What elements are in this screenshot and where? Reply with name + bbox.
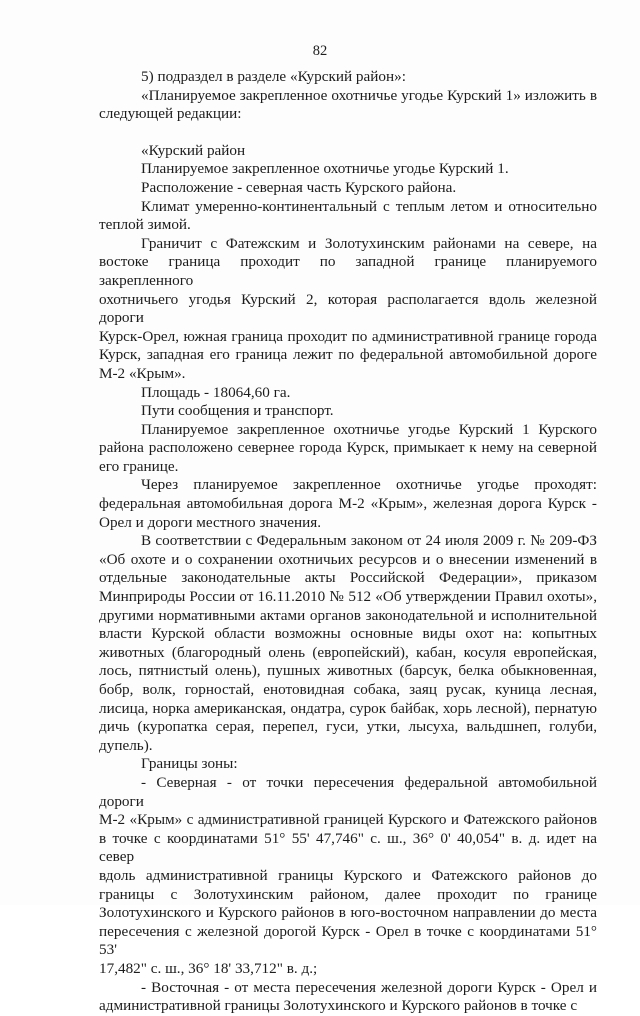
paragraph	[99, 532, 597, 755]
paragraph	[99, 160, 597, 179]
text-line: Планируемое закрепленное охотничье угодье Курский 1.	[141, 160, 509, 178]
text-line: «Курский район	[141, 141, 246, 159]
text-line: животных (благородный олень (европейский), кабан, косуля европейская,	[99, 643, 597, 661]
text-line: М-2 «Крым» с административной границей Курского и Фатежского районов	[99, 811, 597, 829]
text-line: Курск, западная его граница лежит по федеральной автомобильной дороге	[99, 346, 597, 364]
text-line: Курск-Орел, южная граница проходит по административной границе города	[99, 327, 597, 345]
text-line: - Северная - от точки пересечения федеральной автомобильной дороги	[99, 773, 597, 810]
text-line: Орел и дороги местного значения.	[99, 513, 322, 531]
text-line: в точке с координатами 51° 55' 47,746" с. ш., 36° 0' 40,054" в. д. идет на север	[99, 829, 597, 866]
paragraph	[99, 198, 597, 235]
text-line: Пути сообщения и транспорт.	[141, 402, 334, 420]
text-line: 17,482" с. ш., 36° 18' 33,712" в. д.;	[99, 959, 318, 977]
text-line: пересечения с железной дорогой Курск - Орел в точке с координатами 51° 53'	[99, 922, 597, 959]
paragraph	[99, 421, 597, 477]
text-line: Планируемое закрепленное охотничье угодье Курский 1 Курского	[141, 420, 597, 438]
text-line: федеральная автомобильная дорога М-2 «Крым», железная дорога Курск -	[99, 495, 597, 513]
paragraph	[99, 235, 597, 384]
text-line: «Планируемое закрепленное охотничье угодье Курский 1» изложить в	[141, 86, 597, 104]
text-line: района расположено севернее города Курск, примыкает к нему на северной	[99, 439, 597, 457]
text-line: следующей редакции:	[99, 105, 242, 123]
text-line: вдоль административной границы Курского и Фатежского районов до	[99, 866, 597, 884]
paragraph	[99, 179, 597, 198]
paragraph	[99, 476, 597, 532]
text-line: дичь (куропатка серая, перепел, гуси, утки, лысуха, вальдшнеп, голуби,	[99, 718, 597, 736]
paragraph	[99, 402, 597, 421]
text-line: лось, пятнистый олень), пушных животных (барсук, белка обыкновенная,	[99, 662, 597, 680]
text-line: его границе.	[99, 457, 179, 475]
text-line: отдельные законодательные акты Российской Федерации», приказом	[99, 569, 597, 587]
text-line: В соответствии с Федеральным законом от 24 июля 2009 г. № 209-ФЗ	[141, 532, 597, 550]
text-line: лисица, норка американская, ондатра, сурок байбак, хорь лесной), пернатую	[99, 699, 597, 717]
text-line: бобр, волк, горностай, енотовидная собака, заяц русак, куница лесная,	[99, 681, 597, 698]
text-line: границы с Золотухинским районом, далее проходит по границе	[99, 885, 597, 903]
paragraph	[99, 979, 597, 1016]
page-number: 82	[312, 43, 328, 59]
paragraph-gap	[99, 124, 597, 142]
text-line: Граничит с Фатежским и Золотухинским районами на севере, на	[141, 234, 597, 252]
text-line: востоке граница проходит по западной границе планируемого закрепленного	[99, 253, 597, 289]
text-line: власти Курской области возможны основные виды охот на: копытных	[99, 625, 597, 643]
document-body	[99, 68, 597, 1016]
text-line: другими нормативными актами органов законодательной и исполнительной	[99, 606, 597, 624]
text-line: Климат умеренно-континентальный с теплым летом и относительно	[141, 197, 597, 215]
text-line: Расположение - северная часть Курского района.	[141, 178, 457, 196]
paragraph	[99, 68, 597, 87]
paragraph	[99, 774, 597, 979]
text-line: дупель).	[99, 736, 153, 754]
text-line: административной границы Золотухинского и Курского районов в точке с	[99, 997, 578, 1015]
text-line: Золотухинского и Курского районов в юго-восточном направлении до места	[99, 904, 597, 922]
text-line: Минприроды России от 16.11.2010 № 512 «Об утверждении Правил охоты»,	[99, 588, 597, 606]
text-line: - Восточная - от места пересечения железной дороги Курск - Орел и	[141, 978, 597, 996]
text-line: охотничьего угодья Курский 2, которая располагается вдоль железной дороги	[99, 290, 597, 327]
paragraph	[99, 87, 597, 124]
text-line: Площадь - 18064,60 га.	[141, 383, 291, 401]
section-heading	[99, 142, 597, 161]
paragraph	[99, 384, 597, 403]
text-line: 5) подраздел в разделе «Курский район»:	[141, 68, 406, 85]
text-line: теплой зимой.	[99, 216, 191, 234]
text-line: «Об охоте и о сохранении охотничьих ресурсов и о внесении изменений в	[99, 550, 597, 568]
paragraph	[99, 755, 597, 774]
text-line: М-2 «Крым».	[99, 364, 186, 382]
text-line: Через планируемое закрепленное охотничье угодье проходят:	[141, 476, 597, 494]
text-line: Границы зоны:	[141, 755, 238, 773]
